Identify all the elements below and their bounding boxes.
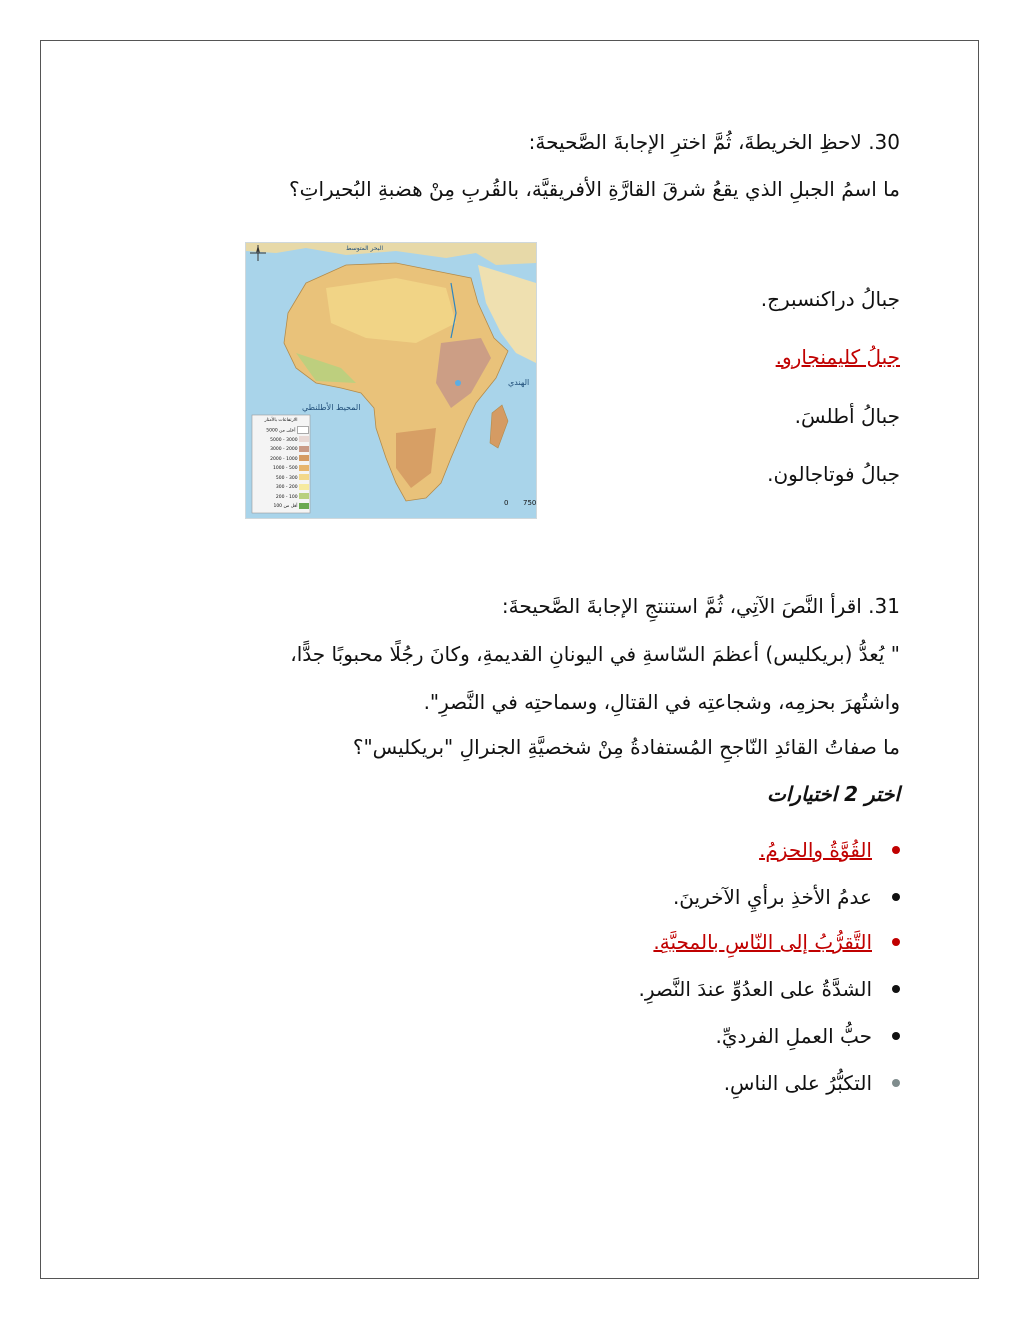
- q31-option-5[interactable]: [716, 1024, 900, 1048]
- bullet-icon: [892, 1032, 900, 1040]
- legend-row: 500 - 1000: [253, 464, 309, 474]
- q31-instruction: 31. اقرأ النَّصَ الآتِي، ثُمَّ استنتجِ الإجابةَ الصَّحيحةَ:: [501, 594, 900, 618]
- sea-label-mediterranean: البحر المتوسط: [346, 245, 383, 252]
- ocean-label-atlantic: المحيط الأطلنطي: [302, 403, 361, 412]
- q31-option-2[interactable]: [673, 885, 900, 909]
- question-31: [120, 0, 900, 1200]
- q30-instruction: 30. لاحظِ الخريطةَ، ثُمَّ اخترِ الإجابةَ الصَّحيحةَ:: [528, 130, 900, 154]
- bullet-icon: [892, 1079, 900, 1087]
- q31-text-line1: " يُعدُّ (بريكليس) أعظمَ السّاسةِ في اليونانِ القديمةِ، وكانَ رجُلًا محبوبًا جدًّا،: [290, 642, 900, 666]
- legend-row: 2000 - 3000: [253, 445, 309, 455]
- q30-option-3[interactable]: جبالُ أطلسَ.: [794, 404, 900, 428]
- q31-option-1-correct[interactable]: [759, 838, 900, 862]
- q31-option-4[interactable]: [639, 977, 900, 1001]
- legend-row: 200 - 300: [253, 483, 309, 493]
- q31-option-label: التَّقرُّبُ إلى النّاسِ بالمحبَّةِ.: [653, 930, 872, 954]
- q31-text-line2: واشتُهرَ بحزمِه، وشجاعتِه في القتالِ، وسماحتِه في النَّصرِ".: [423, 690, 900, 714]
- q31-option-6[interactable]: [724, 1071, 900, 1095]
- q31-option-label: التكبُّرُ على الناسِ.: [723, 1071, 872, 1095]
- legend-row: 3000 - 5000: [253, 436, 309, 446]
- q31-option-3-correct[interactable]: [653, 930, 900, 954]
- bullet-icon: [892, 893, 900, 901]
- q30-option-1[interactable]: جبالُ دراكنسبرج.: [760, 287, 900, 311]
- q30-option-2-correct[interactable]: جبلُ كليمنجارو.: [775, 345, 900, 369]
- q31-option-label: الشدَّةُ على العدُوِّ عندَ النَّصرِ.: [638, 977, 872, 1001]
- legend-row: 300 - 500: [253, 474, 309, 484]
- q30-option-4[interactable]: جبالُ فوتاجالون.: [767, 462, 900, 486]
- q31-question: ما صفاتُ القائدِ النّاجحِ المُستفادةُ مِنْ شخصيَّةِ الجنرالِ "بريكليس"؟: [352, 735, 900, 759]
- scale-max: 750: [523, 499, 537, 507]
- q31-option-label: عدمُ الأخذِ برأيِ الآخرينَ.: [672, 885, 872, 909]
- bullet-icon: [892, 938, 900, 946]
- q31-option-label: حبُّ العملِ الفرديِّ.: [715, 1024, 872, 1048]
- legend-row: أقل من 100: [253, 502, 309, 512]
- ocean-label-indian: الهندي: [508, 378, 530, 387]
- q31-hint: اختر 2 اختيارات: [767, 782, 900, 806]
- legend-row: 100 - 200: [253, 493, 309, 503]
- q31-option-label: القُوَّةُ والحزمُ.: [759, 838, 872, 862]
- legend-row: أعلى من 5000: [253, 426, 309, 436]
- q30-question: ما اسمُ الجبلِ الذي يقعُ شرقَ القارَّةِ الأفريقيَّة، بالقُربِ مِنْ هضبةِ البُحيراتِ؟: [289, 177, 900, 201]
- scale-zero: 0: [504, 499, 509, 507]
- bullet-icon: [892, 846, 900, 854]
- legend-row: 1000 - 2000: [253, 455, 309, 465]
- legend-title: الارتفاعات بالأمتار: [264, 418, 298, 423]
- bullet-icon: [892, 985, 900, 993]
